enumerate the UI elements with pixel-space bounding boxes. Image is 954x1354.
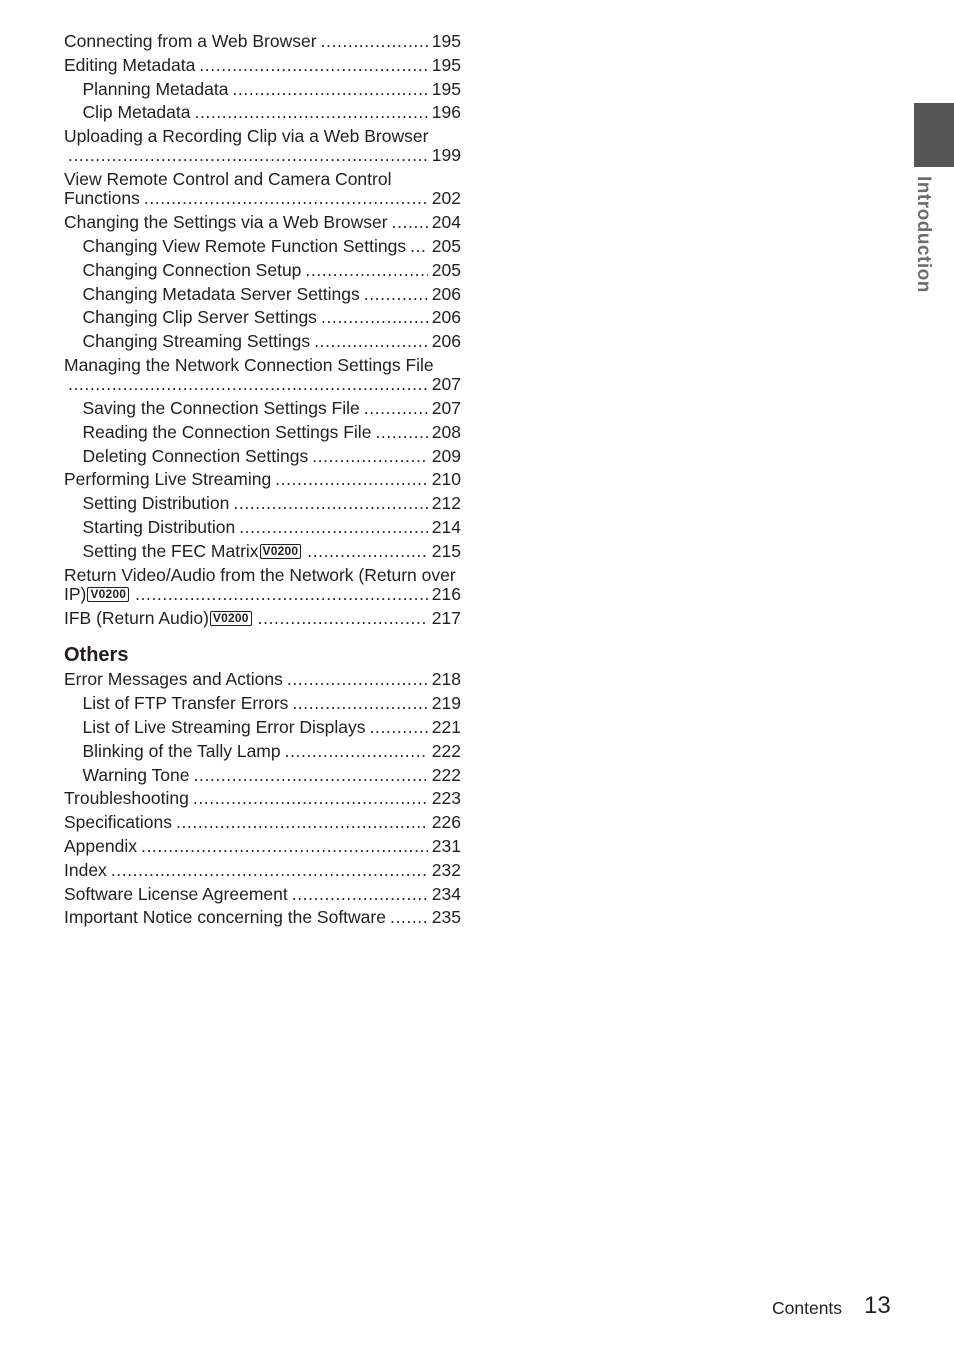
toc-entry-page-number: 207 — [431, 397, 461, 418]
toc-entry-line — [64, 668, 461, 692]
toc-entry[interactable] — [64, 668, 461, 692]
toc-entry-title: Editing Metadata — [64, 54, 196, 75]
toc-entry-title: Deleting Connection Settings — [82, 445, 309, 466]
toc-entry-line — [83, 283, 462, 307]
toc-entry-page-number: 222 — [431, 740, 461, 761]
toc-entry-line — [64, 787, 461, 811]
toc-entry-title: IP) — [64, 583, 87, 604]
dot-leader — [68, 146, 428, 165]
toc-entry-page-number: 234 — [431, 883, 461, 904]
toc-entry-line — [83, 259, 462, 283]
toc-entry-page-number: 196 — [431, 102, 461, 123]
toc-entry-title: IFB (Return Audio) — [64, 607, 209, 628]
toc-entry-line — [83, 306, 462, 330]
toc-main-list — [64, 30, 461, 630]
toc-entry-title-line: Managing the Network Connection Settings File — [64, 354, 434, 375]
toc-entry[interactable] — [64, 30, 461, 54]
toc-entry-title: Error Messages and Actions — [64, 669, 283, 690]
dot-leader — [410, 235, 428, 259]
toc-entry-title: Starting Distribution — [82, 516, 236, 537]
version-badge: V0200 — [260, 544, 302, 559]
dot-leader — [193, 787, 428, 811]
toc-entry-title: Index — [64, 859, 107, 880]
toc-entry-page-number: 222 — [431, 764, 461, 785]
toc-entry-title-line: Return Video/Audio from the Network (Return over — [64, 564, 456, 585]
dot-leader — [258, 607, 428, 631]
toc-entry-line — [83, 740, 462, 764]
toc-entry-page-number: 210 — [431, 469, 461, 490]
toc-entry-title: Warning Tone — [82, 764, 190, 785]
toc-entry-page-number: 205 — [431, 259, 461, 280]
toc-entry-title: Changing Metadata Server Settings — [82, 283, 360, 304]
toc-entry-line — [64, 211, 461, 235]
toc-entry-line — [64, 30, 461, 54]
toc-entry[interactable] — [64, 306, 461, 330]
toc-entry-line — [83, 540, 462, 564]
others-heading: Others — [64, 644, 129, 667]
toc-entry-title: Appendix — [64, 835, 137, 856]
toc-entry-page-number: 212 — [431, 493, 461, 514]
dot-leader — [392, 211, 428, 235]
dot-leader — [287, 668, 428, 692]
toc-entry[interactable] — [64, 607, 461, 631]
toc-entry-line — [83, 692, 462, 716]
toc-entry-title: Functions — [64, 188, 140, 209]
toc-entry-page-number: 195 — [431, 78, 461, 99]
toc-entry-title: Changing Streaming Settings — [82, 331, 311, 352]
dot-leader — [364, 283, 428, 307]
toc-entry[interactable] — [64, 283, 461, 307]
dot-leader — [232, 78, 427, 102]
toc-entry-page-number: 195 — [431, 31, 461, 51]
dot-leader — [314, 330, 428, 354]
version-badge: V0200 — [87, 587, 129, 602]
toc-entry-page-number: 215 — [431, 540, 461, 561]
dot-leader — [285, 740, 428, 764]
toc-entry-line — [83, 516, 462, 540]
toc-entry-title: Changing Connection Setup — [82, 259, 302, 280]
toc-entry-line — [83, 492, 462, 516]
toc-entry[interactable] — [64, 397, 461, 421]
dot-leader — [370, 716, 428, 740]
dot-leader — [292, 692, 427, 716]
dot-leader — [144, 189, 428, 208]
toc-entry-title: Troubleshooting — [64, 788, 189, 809]
toc-entry-line — [83, 716, 462, 740]
toc-entry-title: Important Notice concerning the Software — [64, 907, 386, 928]
dot-leader — [111, 859, 428, 883]
toc-entry[interactable] — [64, 421, 461, 445]
toc-entry-page-number: 202 — [431, 188, 461, 209]
toc-entry-line — [83, 78, 462, 102]
toc-entry-line — [64, 607, 461, 631]
toc-entry-page-number: 208 — [431, 421, 461, 442]
toc-entry-page-number: 195 — [431, 54, 461, 75]
toc-entry-title: Planning Metadata — [82, 78, 229, 99]
toc-entry-title: Reading the Connection Settings File — [82, 421, 372, 442]
toc-entry-title: List of FTP Transfer Errors — [82, 693, 289, 714]
dot-leader — [194, 101, 427, 125]
toc-entry-line — [83, 330, 462, 354]
dot-leader — [312, 445, 428, 469]
toc-entry[interactable] — [64, 445, 461, 469]
section-tab-marker — [914, 103, 954, 167]
dot-leader — [321, 306, 428, 330]
toc-entry[interactable] — [64, 811, 461, 835]
toc-entry-line — [64, 189, 461, 208]
toc-entry-title: Blinking of the Tally Lamp — [82, 740, 281, 761]
dot-leader — [233, 492, 427, 516]
toc-entry-title: Clip Metadata — [82, 102, 191, 123]
toc-entry[interactable] — [64, 740, 461, 764]
toc-entry-line — [64, 146, 461, 165]
dot-leader — [364, 397, 428, 421]
toc-entry-line — [64, 468, 461, 492]
toc-entry-title-line: Uploading a Recording Clip via a Web Browser — [64, 126, 429, 147]
toc-entry-line — [64, 835, 461, 859]
toc-entry-page-number: 199 — [431, 145, 461, 166]
toc-entry[interactable] — [64, 564, 461, 607]
toc-entry-page-number: 232 — [431, 859, 461, 880]
toc-entry-page-number: 219 — [431, 693, 461, 714]
toc-entry-title: Specifications — [64, 812, 172, 833]
toc-entry[interactable] — [64, 883, 461, 907]
toc-entry-page-number: 226 — [431, 812, 461, 833]
toc-entry[interactable] — [64, 787, 461, 811]
toc-entry-line — [64, 811, 461, 835]
toc-entry-page-number: 205 — [431, 235, 461, 256]
toc-entry[interactable] — [64, 125, 461, 168]
toc-entry-page-number: 223 — [431, 788, 461, 809]
toc-entry[interactable] — [64, 716, 461, 740]
toc-others-list — [64, 668, 461, 930]
dot-leader — [321, 30, 428, 54]
footer-page-number: 13 — [864, 1292, 891, 1319]
toc-entry[interactable] — [64, 78, 461, 102]
toc-entry[interactable] — [64, 492, 461, 516]
toc-entry[interactable] — [64, 516, 461, 540]
toc-entry-line — [64, 375, 461, 394]
footer-section-label: Contents — [772, 1298, 843, 1318]
dot-leader — [307, 540, 428, 564]
dot-leader — [275, 468, 428, 492]
toc-entry[interactable] — [64, 101, 461, 125]
toc-entry-title: Saving the Connection Settings File — [82, 397, 360, 418]
toc-entry-title: Performing Live Streaming — [64, 469, 272, 490]
toc-entry-page-number: 207 — [431, 373, 461, 394]
toc-entry[interactable] — [64, 692, 461, 716]
toc-entry[interactable] — [64, 764, 461, 788]
toc-entry-line — [83, 397, 462, 421]
toc-entry-line — [64, 883, 461, 907]
toc-entry-page-number: 231 — [431, 835, 461, 856]
toc-entry[interactable] — [64, 211, 461, 235]
toc-entry[interactable] — [64, 540, 461, 564]
toc-entry-title: Changing View Remote Function Settings — [82, 235, 407, 256]
toc-entry-title-line: View Remote Control and Camera Control — [64, 169, 392, 190]
dot-leader — [292, 883, 428, 907]
toc-entry-page-number: 206 — [431, 307, 461, 328]
dot-leader — [141, 835, 428, 859]
dot-leader — [199, 54, 427, 78]
dot-leader — [390, 906, 428, 930]
section-tab-label: Introduction — [913, 176, 934, 293]
toc-entry-line — [64, 859, 461, 883]
toc-entry-line — [64, 906, 461, 930]
toc-entry-line — [83, 421, 462, 445]
toc-entry-line — [64, 585, 461, 604]
toc-entry-page-number: 209 — [431, 445, 461, 466]
toc-entry-title: Changing Clip Server Settings — [82, 307, 317, 328]
toc-entry-line — [83, 235, 462, 259]
dot-leader — [176, 811, 428, 835]
version-badge: V0200 — [210, 611, 252, 626]
dot-leader — [375, 421, 427, 445]
toc-entry[interactable] — [64, 235, 461, 259]
toc-entry[interactable] — [64, 168, 461, 211]
toc-entry-line — [83, 445, 462, 469]
toc-entry-page-number: 206 — [431, 283, 461, 304]
toc-entry[interactable] — [64, 354, 461, 397]
toc-entry-page-number: 221 — [431, 716, 461, 737]
toc-entry-line — [83, 764, 462, 788]
toc-entry-title: Changing the Settings via a Web Browser — [64, 212, 388, 233]
toc-entry-page-number: 217 — [431, 607, 461, 628]
toc-entry[interactable] — [64, 54, 461, 78]
table-of-contents — [64, 30, 461, 930]
toc-entry[interactable] — [64, 468, 461, 492]
toc-entry-title: List of Live Streaming Error Displays — [82, 716, 366, 737]
toc-entry-title: Setting the FEC Matrix — [82, 540, 259, 561]
toc-entry-page-number: 206 — [431, 331, 461, 352]
dot-leader — [135, 585, 428, 604]
toc-entry[interactable] — [64, 835, 461, 859]
toc-entry-title: Software License Agreement — [64, 883, 288, 904]
toc-entry-page-number: 204 — [431, 212, 461, 233]
toc-entry-title: Connecting from a Web Browser — [64, 31, 317, 51]
toc-entry-page-number: 218 — [431, 669, 461, 690]
dot-leader — [305, 259, 427, 283]
dot-leader — [68, 375, 428, 394]
toc-entry-page-number: 214 — [431, 516, 461, 537]
toc-entry-page-number: 235 — [431, 907, 461, 928]
toc-entry[interactable] — [64, 859, 461, 883]
toc-entry-page-number: 216 — [431, 583, 461, 604]
toc-entry[interactable] — [64, 906, 461, 930]
toc-entry[interactable] — [64, 259, 461, 283]
toc-entry-line — [83, 101, 462, 125]
toc-entry-title: Setting Distribution — [82, 493, 230, 514]
dot-leader — [239, 516, 428, 540]
toc-entry[interactable] — [64, 330, 461, 354]
toc-entry-line — [64, 54, 461, 78]
dot-leader — [194, 764, 428, 788]
